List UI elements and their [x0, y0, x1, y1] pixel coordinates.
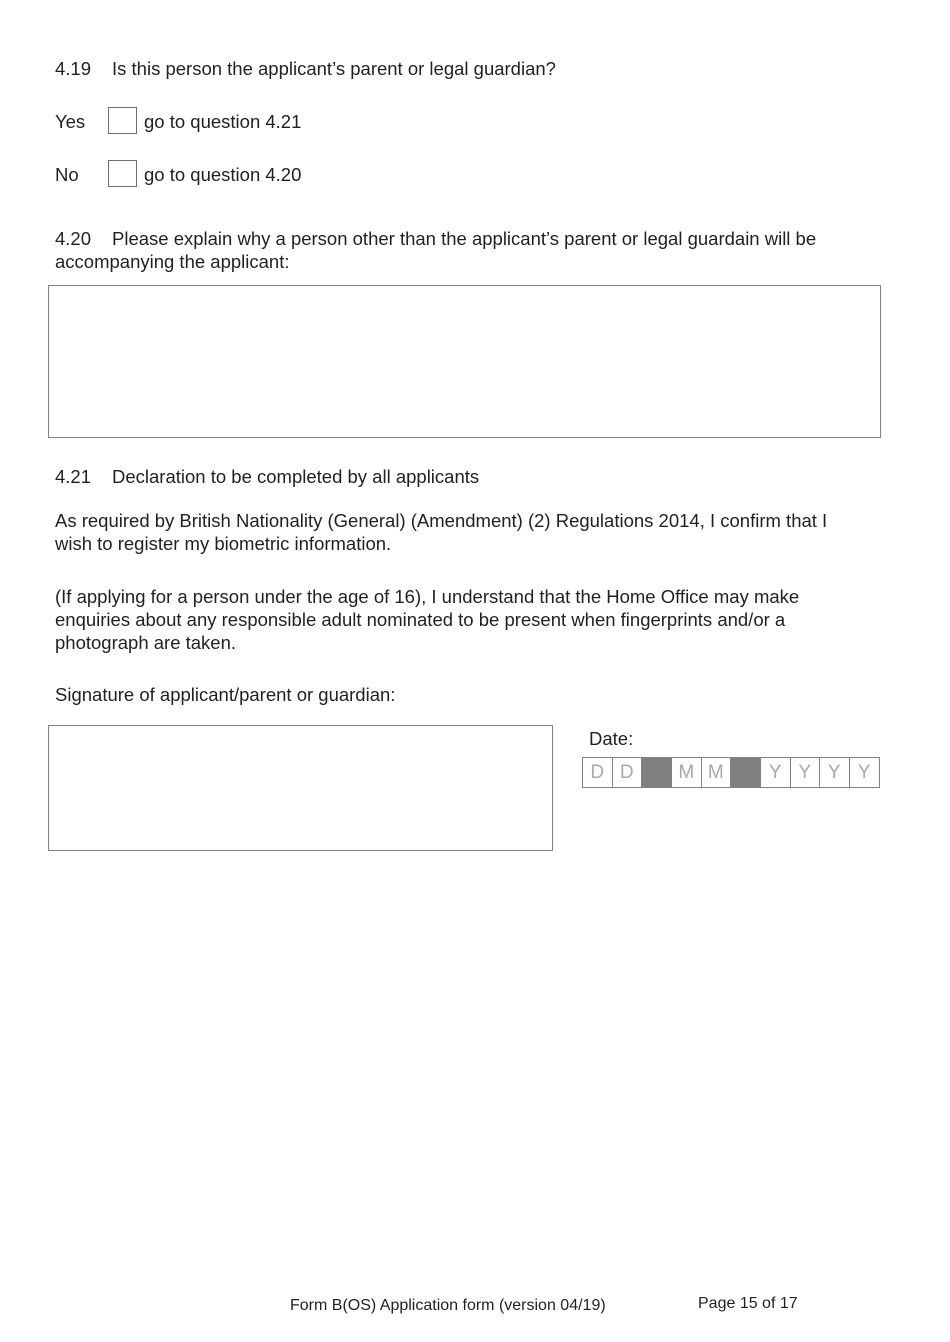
option-yes-instruction: go to question 4.21 [144, 111, 302, 132]
declaration-para2-line2: enquiries about any responsible adult nominated to be present when fingerprints and/or a [55, 609, 786, 630]
date-label: Date: [589, 728, 634, 749]
signature-label: Signature of applicant/parent or guardian: [55, 684, 396, 705]
date-input-grid[interactable] [582, 757, 880, 788]
declaration-para1-line2: wish to register my biometric information. [55, 533, 392, 554]
date-year-digit-3[interactable]: Y [820, 758, 850, 787]
question-text-line2: accompanying the applicant: [55, 251, 290, 272]
option-no-label: No [55, 164, 79, 185]
question-4-21 [55, 465, 479, 488]
date-separator [642, 758, 672, 787]
explanation-textbox[interactable] [48, 285, 881, 438]
date-month-digit-2[interactable]: M [702, 758, 732, 787]
question-number: 4.20 [55, 228, 92, 249]
question-number: 4.21 [55, 466, 92, 487]
date-separator [731, 758, 761, 787]
question-text-line1: Please explain why a person other than the applicant’s parent or legal guardain will be [112, 228, 817, 249]
date-month-digit-1[interactable]: M [672, 758, 702, 787]
date-year-digit-2[interactable]: Y [791, 758, 821, 787]
declaration-title: Declaration to be completed by all applicants [112, 466, 480, 487]
footer-form-name: Form B(OS) Application form (version 04/19) [290, 1297, 606, 1314]
date-year-digit-4[interactable]: Y [857, 762, 871, 783]
date-day-digit-1[interactable]: D [583, 758, 613, 787]
question-4-20 [55, 227, 816, 250]
declaration-para2-line1: (If applying for a person under the age of 16), I understand that the Home Office may make [55, 586, 800, 607]
question-number: 4.19 [55, 58, 92, 79]
footer-page-number: Page 15 of 17 [698, 1295, 798, 1312]
question-4-19 [55, 57, 556, 80]
no-checkbox[interactable] [108, 160, 137, 187]
option-no-instruction: go to question 4.20 [144, 164, 302, 185]
declaration-para2-line3: photograph are taken. [55, 632, 237, 653]
yes-checkbox[interactable] [108, 107, 137, 134]
signature-box[interactable] [48, 725, 553, 851]
option-yes-label: Yes [55, 111, 86, 132]
date-day-digit-2[interactable]: D [613, 758, 643, 787]
date-year-digit-1[interactable]: Y [761, 758, 791, 787]
question-text: Is this person the applicant’s parent or legal guardian? [112, 58, 556, 79]
declaration-para1-line1: As required by British Nationality (General) (Amendment) (2) Regulations 2014, I confirm that I [55, 510, 828, 531]
